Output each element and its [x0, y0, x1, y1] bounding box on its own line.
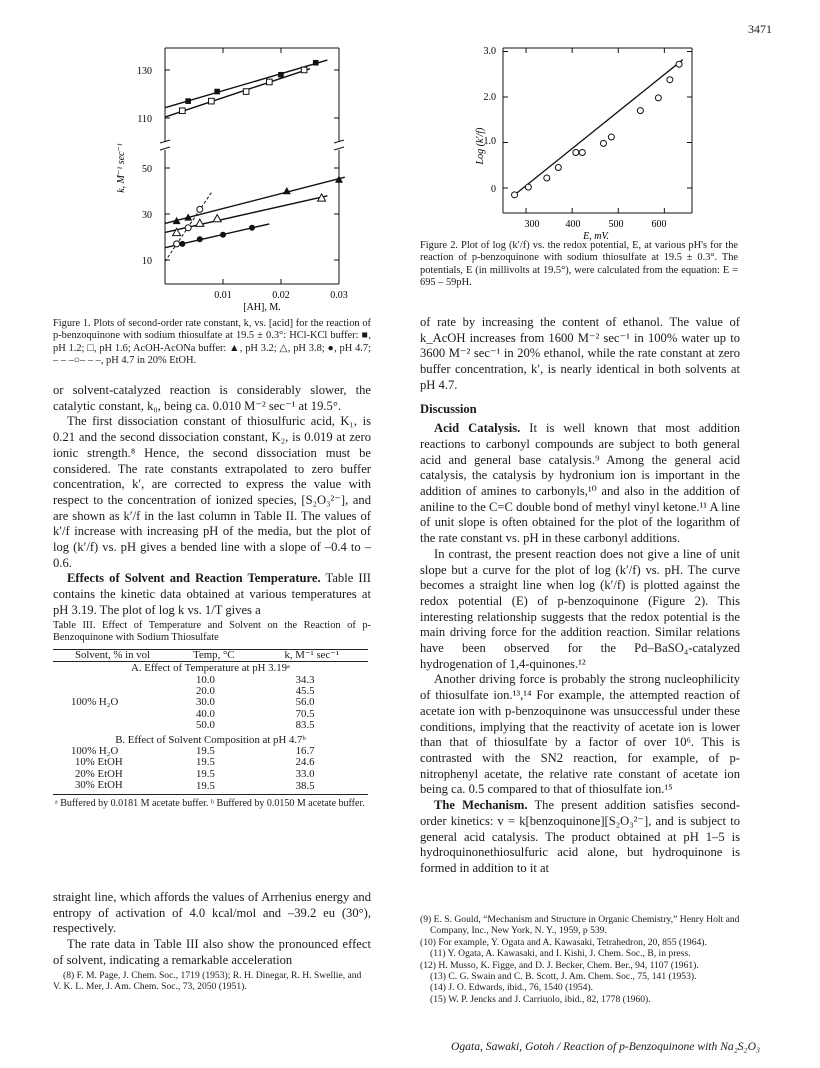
data-point [197, 236, 203, 242]
table-cell: 45.5 [295, 685, 315, 698]
table-cell: 24.6 [295, 756, 315, 769]
data-point [249, 225, 255, 231]
figure-1-caption: Figure 1. Plots of second-order rate constant, k, vs. [acid] for the reaction of p-benzoquinone with sodium thiosulfate at 19.5 ± 0.3°: HCl-KCl buffer: ■, pH 1.2; □, pH 1.6; AcOH-AcONa buffer: ▲, pH 3.2; △, pH 3.8; ●, pH 4.7; – – –○– – –, pH 4.7 in 20% EtOH. [53, 318, 371, 367]
paragraph: It is well known that most addition reactions to carbonyl compounds are subject to both general acid and general base catalysis.⁹ Among the general acid catalysis, the catalysis by hydronium ion is important in the addition of amines to carbonyls,¹⁰ and also in the addition of aniline to the C=C double bond of methyl vinyl ketone.¹¹ A line of unit slope is often obtained for the plot of the logarithm of the rate constant vs. pH in these carbonyl additions. [420, 421, 740, 546]
section-heading: B. Effect of Solvent Composition at pH 4.7ᵇ [115, 733, 306, 746]
fig2-xtick: 300 [524, 219, 540, 230]
table-cell: 20.0 [196, 685, 215, 698]
table-cell: 40.0 [196, 707, 215, 720]
data-point [573, 150, 579, 156]
data-point [676, 61, 682, 67]
table-cell: 100% H₂O [71, 696, 119, 709]
data-point [608, 134, 614, 140]
fig1-ytick: 30 [142, 210, 152, 221]
left-footnotes [53, 970, 371, 993]
data-point [197, 206, 203, 212]
left-column-lower [53, 890, 371, 969]
fig1-xtick: 0.03 [330, 290, 348, 301]
reference: (14) J. O. Edwards, ibid., 76, 1540 (1954). [430, 982, 594, 994]
fig1-xtick: 0.02 [272, 290, 290, 301]
fig2-xlabel: E, mV. [583, 231, 609, 242]
table-3 [53, 620, 371, 809]
run-in-heading: Acid Catalysis. [434, 421, 521, 436]
fig2-ytick: 1.0 [483, 136, 496, 147]
table-cell: 50.0 [196, 719, 215, 732]
data-point [278, 72, 284, 78]
data-point [313, 60, 319, 66]
data-point [220, 232, 226, 238]
table-cell: 30% EtOH [75, 779, 123, 792]
table-cell: 20% EtOH [75, 767, 123, 780]
paragraph: straight line, which affords the values of Arrhenius energy and entropy of activation of 4.0 kcal/mol and –39.2 eu (30°), respectively. [53, 890, 371, 936]
run-in-heading: The Mechanism. [434, 798, 528, 813]
reference: (8) F. M. Page, J. Chem. Soc., 1719 (1953); R. H. Dinegar, R. H. Swellie, and V. K. L. Mer, J. Am. Chem. Soc., 73, 2050 (1951). [53, 970, 362, 993]
fig1-ytick: 110 [137, 114, 152, 125]
data-point [214, 89, 220, 95]
paragraph: Another driving force is probably the strong nucleophilicity of thiosulfate ion.¹³,¹⁴ For example, the attempted reaction of acetate ion with p-benzoquinone was unsuccessful under these conditions, implying that the reactivity of acetate ion is lower than that of thiosulfate by a factor of over 10⁶. This is contrasted with the SN2 reaction, for example, of p-nitrophenyl acetate, the relative rate constant of acetate ion being ca. 0.5 compared to that of thiosulfate ion.¹⁵ [420, 672, 740, 797]
fig2-ytick: 2.0 [483, 92, 496, 103]
data-point [579, 150, 585, 156]
data-point [544, 175, 550, 181]
fig2-ytick: 3.0 [483, 46, 496, 57]
data-point [267, 79, 273, 85]
running-footer: Ogata, Sawaki, Gotoh / Reaction of p-Benzoquinone with Na₂S₂O₃ [451, 1040, 760, 1053]
table-cell: 19.5 [196, 756, 215, 769]
figure-2 [470, 38, 710, 248]
table-cell: 38.5 [295, 780, 315, 793]
reference: (13) C. G. Swain and C. B. Scott, J. Am. Chem. Soc., 75, 141 (1953). [430, 971, 697, 983]
right-footnotes [420, 914, 740, 1005]
data-point [174, 241, 180, 247]
column-header: Temp, °C [172, 649, 256, 661]
reference: (10) For example, Y. Ogata and A. Kawasaki, Tetrahedron, 20, 855 (1964). [420, 936, 707, 948]
reference: (12) H. Musso, K. Figge, and D. J. Becker, Chem. Ber., 94, 1107 (1961). [420, 959, 699, 971]
paragraph: The first dissociation constant of thiosulfuric acid, K₁, is 0.21 and the second dissociation constant, K₂, is 0.019 at zero ionic strength.⁸ Hence, the second dissociation must be considered. The rate constants extrapolated to zero buffer concentration, k′, are corrected to express the value with respect to the concentration of ionized species, [S₂O₃²⁻], and are shown as k′/f in the last column in Table II. The values of k′/f increase with increasing pH of the media, but the plot of log (k′/f) vs. pH gives a bended line with a slope of –0.4 to –0.6. [53, 414, 371, 570]
table-cell: 30.0 [196, 696, 215, 709]
fit-line [515, 60, 683, 195]
data-point [667, 77, 673, 83]
figure-1 [112, 38, 362, 313]
section-heading: A. Effect of Temperature at pH 3.19ᵃ [53, 662, 368, 675]
fig1-xtick: 0.01 [214, 290, 232, 301]
fig2-ylabel: Log (k′/f) [475, 127, 486, 165]
paragraph: In contrast, the present reaction does not give a line of unit slope but a curve for the plot of log (k′/f) vs. pH. The curve becomes a straight line when log (k′/f) is plotted against the redox potential (E) of p-benzoquinone (Figure 2). This interesting relationship suggests that the redox potential is the main driving force for the addition reaction. Similar relations have been observed for the Pd–BaSO₄-catalyzed hydrogenation of 1,4-quinones.¹² [420, 546, 740, 671]
section-heading: Discussion [420, 401, 477, 416]
paragraph: or solvent-catalyzed reaction is considerably slower, the catalytic constant, k₀, being ca. 0.010 M⁻² sec⁻¹ at 19.5°. [53, 383, 371, 413]
table-cell: 10% EtOH [75, 756, 123, 769]
data-point [555, 165, 561, 171]
fig2-xtick: 600 [651, 219, 667, 230]
data-point [655, 95, 661, 101]
fig2-xtick: 500 [608, 219, 624, 230]
fit-line [165, 69, 310, 117]
table-cell: 19.5 [196, 767, 215, 780]
table-cell: 10.0 [196, 673, 215, 686]
fig1-xlabel: [AH], M. [243, 302, 281, 313]
table-cell: 70.5 [295, 707, 315, 720]
fig2-ytick: 0 [491, 184, 496, 195]
fig1-ytick: 130 [137, 66, 152, 77]
column-header: k, M⁻¹ sec⁻¹ [256, 649, 368, 661]
table-cell: 34.3 [295, 673, 315, 686]
reference: (15) W. P. Jencks and J. Carriuolo, ibid., 82, 1778 (1960). [430, 993, 651, 1005]
reference: (9) E. S. Gould, “Mechanism and Structure in Organic Chemistry,” Henry Holt and Company, Inc., New York, N. Y., 1959, p 539. [420, 914, 740, 937]
table-cell: 100% H₂O [71, 745, 119, 758]
fig1-ytick: 50 [142, 164, 152, 175]
left-column-upper [53, 383, 371, 619]
table-cell: 16.7 [295, 745, 315, 758]
data-point [185, 98, 191, 104]
table-cell: 56.0 [295, 696, 315, 709]
table-title: Table III. Effect of Temperature and Solvent on the Reaction of p-Benzoquinone with Sodium Thiosulfate [53, 620, 371, 644]
reference: (11) Y. Ogata, A. Kawasaki, and I. Kishi, J. Chem. Soc., B, in press. [430, 948, 691, 960]
column-header: Solvent, % in vol [53, 649, 172, 661]
fig1-ytick: 10 [142, 256, 152, 267]
table-cell: 19.5 [196, 780, 215, 793]
data-point [179, 241, 185, 247]
paragraph: The rate data in Table III also show the pronounced effect of solvent, indicating a remarkable acceleration [53, 937, 371, 967]
table-cell: 19.5 [196, 745, 215, 758]
paragraph: Table III contains the kinetic data obtained at various temperatures at pH 3.19. The plot of log k vs. 1/T gives a [53, 571, 371, 617]
table-cell: 33.0 [295, 767, 315, 780]
paragraph: The present addition satisfies second-order kinetics: v = k[benzoquinone][S₂O₃²⁻], and is subject to general acid catalysis. The product obtained at pH 1–5 is hydroquinonethiosulfuric acid alone, but hydroquinone is formed in addition to it at [420, 798, 740, 875]
data-point [525, 184, 531, 190]
data-point [243, 89, 249, 95]
right-column [420, 315, 740, 877]
data-point [283, 187, 291, 194]
page-number: 3471 [748, 22, 772, 36]
data-point [196, 219, 204, 226]
paragraph: of rate by increasing the content of ethanol. The value of k_AcOH increases from 1600 M⁻² sec⁻¹ in 100% water up to 3600 M⁻² sec⁻¹ in 20% ethanol, while the rate constant at zero buffer concentration, k′, is nearly identical in both solvents at pH 4.7. [420, 315, 740, 392]
fig2-xtick: 400 [565, 219, 581, 230]
fig1-ylabel: k, M⁻¹ sec⁻¹ [116, 143, 127, 193]
table-cell: 83.5 [295, 719, 315, 732]
data-point [512, 192, 518, 198]
data-point [213, 215, 221, 222]
run-in-heading: Effects of Solvent and Reaction Temperature. [67, 571, 321, 586]
data-point [180, 108, 186, 114]
data-point [600, 140, 606, 146]
data-point [209, 98, 215, 104]
data-point [301, 67, 307, 73]
data-point [185, 225, 191, 231]
table-footnote: ᵃ Buffered by 0.0181 M acetate buffer. ᵇ Buffered by 0.0150 M acetate buffer. [53, 794, 368, 809]
data-point [637, 108, 643, 114]
figure-2-caption: Figure 2. Plot of log (k′/f) vs. the redox potential, E, at various pH's for the reaction of p-benzoquinone with sodium thiosulfate at 19.5 ± 0.3°. The potentials, E (in millivolts at 19.5°), were calculated from the equation: E = 695 – 59pH. [420, 240, 738, 289]
